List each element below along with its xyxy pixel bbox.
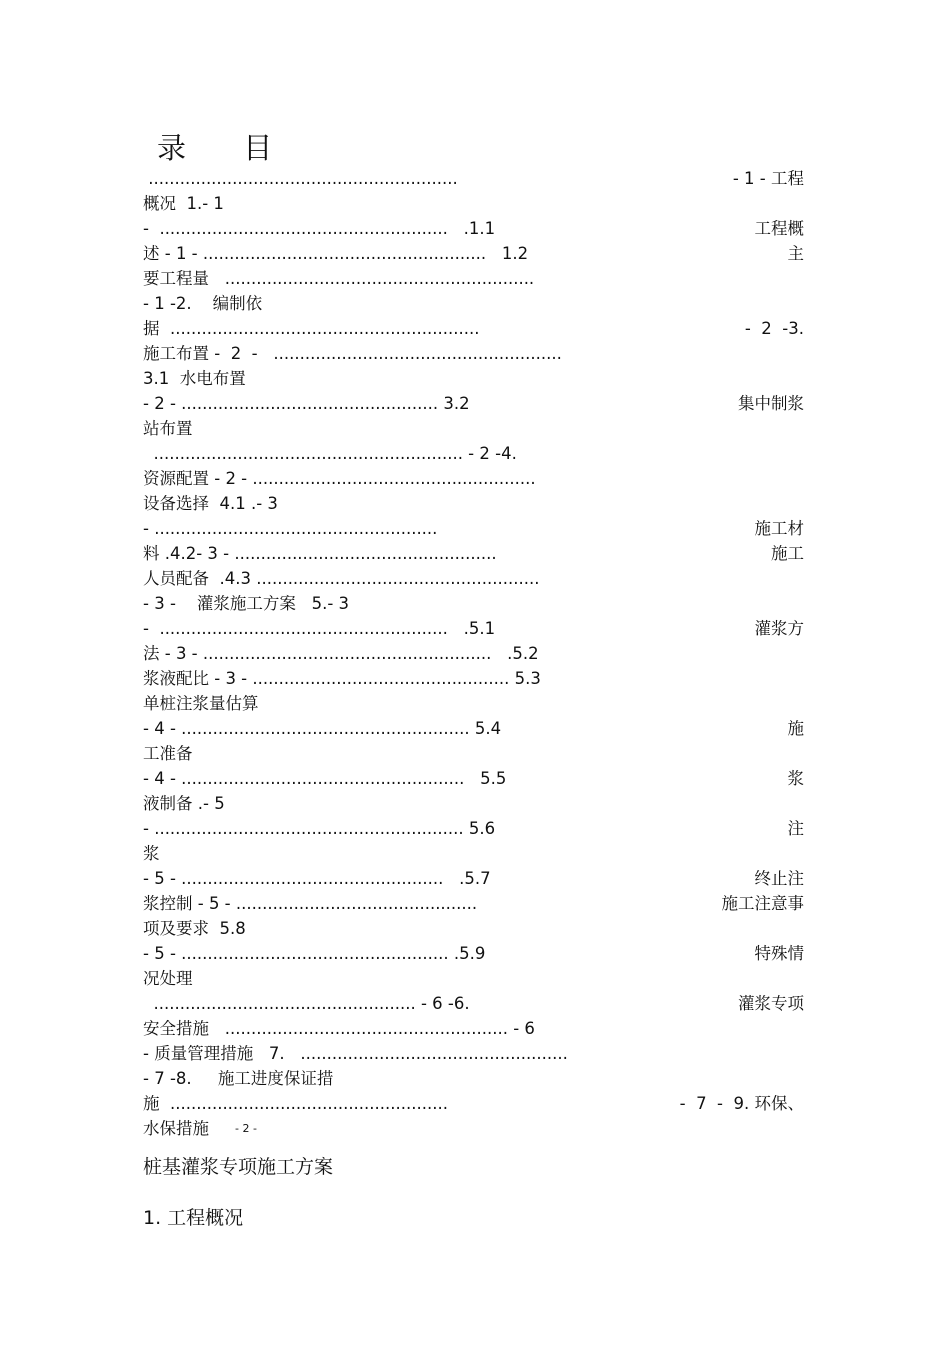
toc-entry-text: 施 .....................................................	[143, 1094, 448, 1113]
toc-entry-text: 浆液配比 - 3 - ................................................. 5.3	[143, 669, 541, 688]
toc-entry-text: - 5 - ................................................... .5.9	[143, 944, 486, 963]
page-number: - 2 -	[235, 1122, 257, 1135]
toc-entry-text: 液制备 .- 5	[143, 794, 225, 813]
toc-entry-right-text: 集中制浆	[738, 394, 804, 413]
section-heading: 1. 工程概况	[143, 1207, 244, 1229]
toc-entry-text: 据 ...........................................................	[143, 319, 480, 338]
toc-entry-text: 料 .4.2- 3 - ..................................................	[143, 544, 497, 563]
toc-entry-text: 概况 1.- 1	[143, 194, 224, 213]
toc-entry-text: - 质量管理措施 7. ...................................................	[143, 1044, 568, 1063]
toc-entry-text: 浆控制 - 5 - ..............................................	[143, 894, 478, 913]
toc-entry-text: 述 - 1 - ...................................................... 1.2	[143, 244, 529, 263]
toc-entry-text: 人员配备 .4.3 ......................................................	[143, 569, 540, 588]
toc-entry-text: 项及要求 5.8	[143, 919, 246, 938]
document-title: 桩基灌浆专项施工方案	[143, 1156, 334, 1178]
toc-entry-text: 站布置	[143, 419, 193, 438]
toc-entry-text: - 3 - 灌浆施工方案 5.- 3	[143, 594, 350, 613]
toc-entry-text: 工准备	[143, 744, 193, 763]
toc-entry-text: - ........................................................... 5.6	[143, 819, 496, 838]
toc-entry-right-text: 施工材	[754, 519, 804, 538]
toc-entry-text: 单桩注浆量估算	[143, 694, 259, 713]
toc-entry-text: - 4 - ....................................................... 5.4	[143, 719, 502, 738]
toc-entry-text: 3.1 水电布置	[143, 369, 246, 388]
toc-entry-right-text: 工程概	[754, 219, 804, 238]
toc-entry-right-text: 施工注意事	[721, 894, 804, 913]
toc-entry-right-text: - 7 - 9. 环保、	[679, 1094, 804, 1113]
toc-entry-text: - ....................................................... .5.1	[143, 619, 496, 638]
toc-entry-right-text: 施	[787, 719, 804, 738]
toc-entry-right-text: 灌浆方	[754, 619, 804, 638]
toc-entry-text: 设备选择 4.1 .- 3	[143, 494, 278, 513]
toc-entry-right-text: 终止注	[754, 869, 804, 888]
toc-entry-text: - 1 -2. 编制依	[143, 294, 263, 313]
toc-entry-text: .................................................. - 6 -6.	[143, 994, 470, 1013]
toc-title: 录 目	[157, 131, 297, 165]
toc-entry-text: - ....................................................... .1.1	[143, 219, 496, 238]
toc-entry-right-text: - 1 - 工程	[732, 169, 804, 188]
toc-entry-text: - 2 - ................................................. 3.2	[143, 394, 470, 413]
toc-entry-text: - 5 - .................................................. .5.7	[143, 869, 491, 888]
toc-entry-text: 施工布置 - 2 - .......................................................	[143, 344, 562, 363]
toc-entry-text: - 4 - ...................................................... 5.5	[143, 769, 507, 788]
toc-entry-right-text: 特殊情	[754, 944, 804, 963]
toc-entry-text: ........................................................... - 2 -4.	[143, 444, 517, 463]
toc-entry-text: 法 - 3 - ....................................................... .5.2	[143, 644, 539, 663]
toc-entry-text: - ......................................................	[143, 519, 438, 538]
toc-entry-text: 况处理	[143, 969, 193, 988]
toc-entry-text: 资源配置 - 2 - ......................................................	[143, 469, 536, 488]
toc-entry-text: 浆	[143, 844, 160, 863]
toc-entry-text: - 7 -8. 施工进度保证措	[143, 1069, 334, 1088]
toc-entry-right-text: 灌浆专项	[738, 994, 804, 1013]
toc-entry-text: 安全措施 ...................................................... - 6	[143, 1019, 535, 1038]
toc-entry-right-text: 浆	[787, 769, 804, 788]
toc-entry-text: 要工程量 ...........................................................	[143, 269, 535, 288]
toc-entry-right-text: - 2 -3.	[744, 319, 804, 338]
toc-entry-text: 水保措施	[143, 1119, 209, 1138]
toc-entry-text: ...........................................................	[143, 169, 458, 188]
toc-entry-right-text: 施工	[771, 544, 804, 563]
toc-entry-right-text: 主	[787, 244, 804, 263]
toc-entry-right-text: 注	[787, 819, 804, 838]
